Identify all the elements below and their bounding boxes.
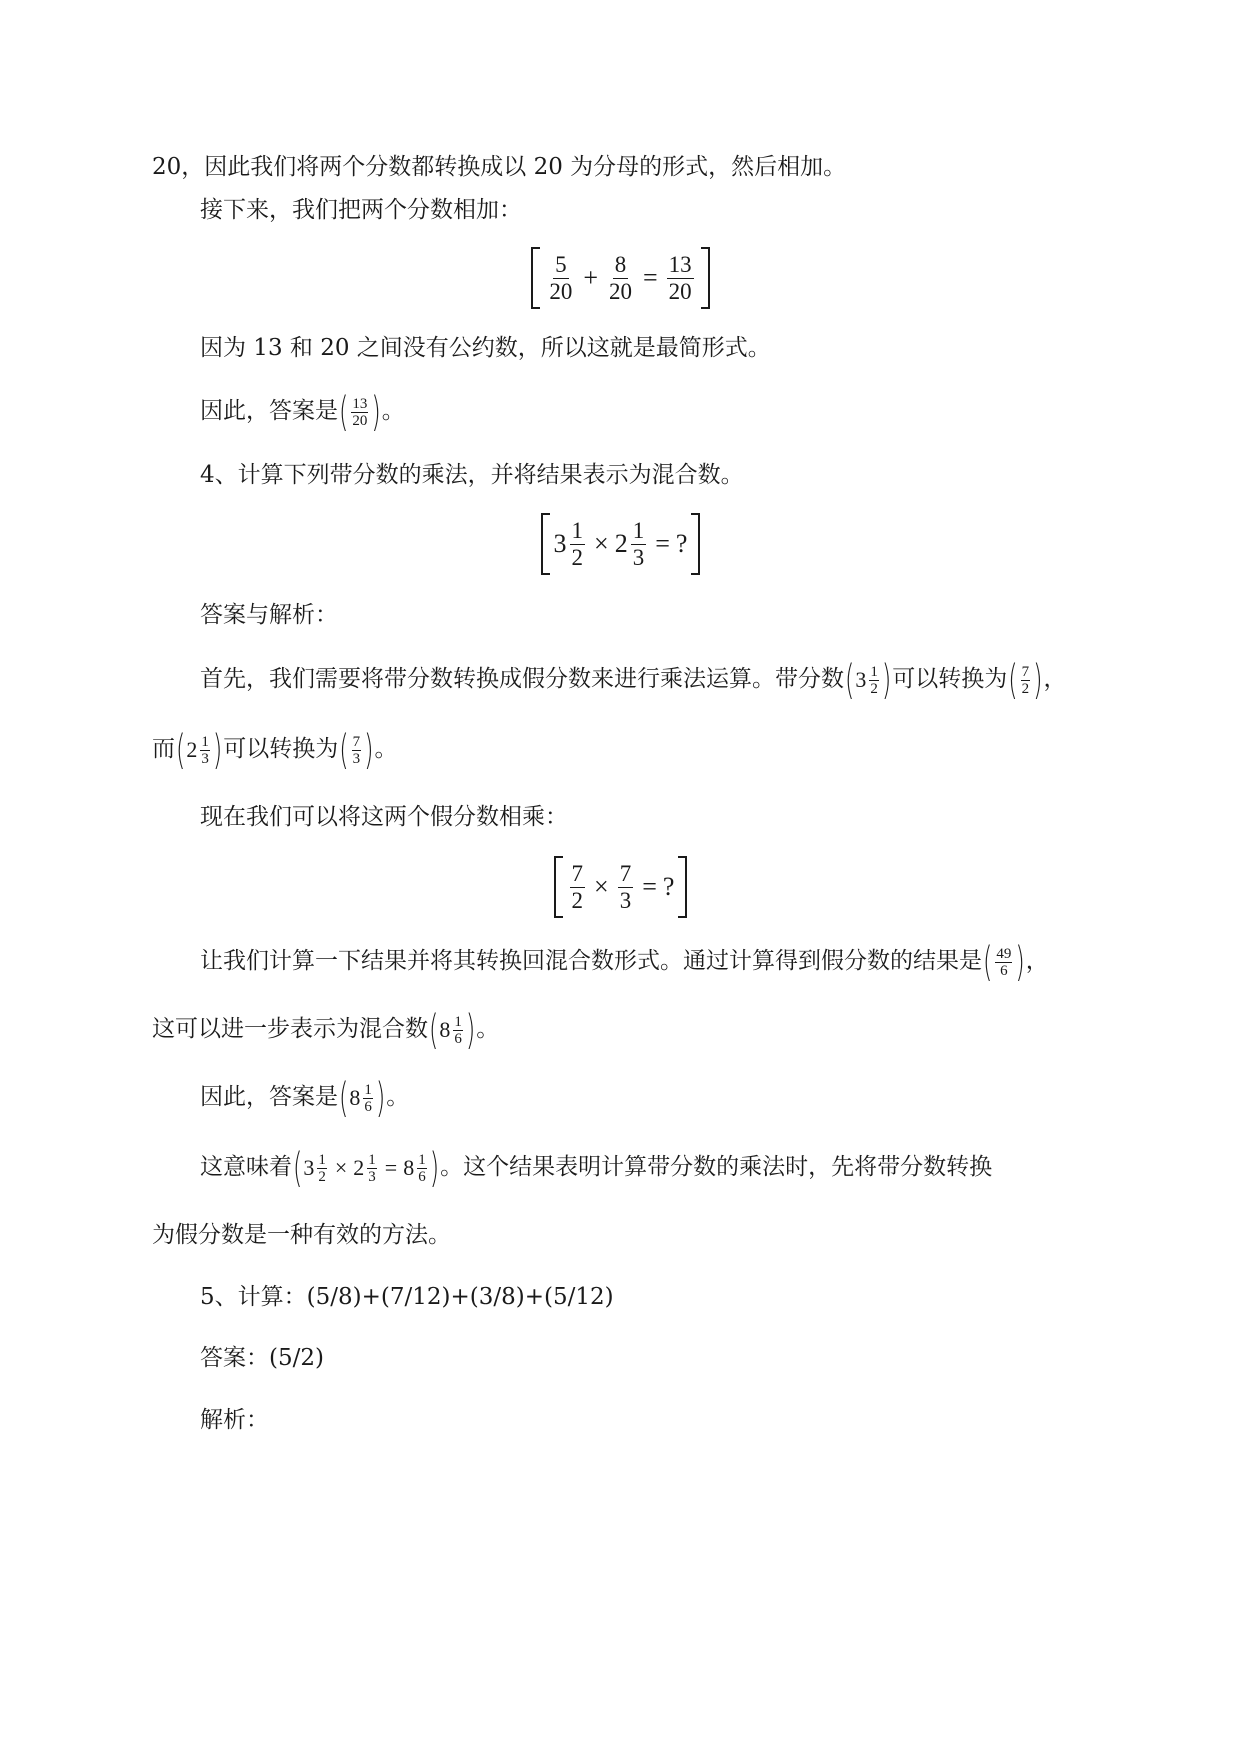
paragraph-line: 现在我们可以将这两个假分数相乘： [200, 804, 568, 830]
left-bracket [541, 513, 550, 575]
equals-sign: = [655, 529, 670, 558]
equals-sign: = [642, 872, 657, 901]
right-bracket [691, 513, 700, 575]
fraction: $\frac{8}{20}$ [609, 251, 632, 304]
inline-fraction: ( $\frac{49}{6}$ ) [983, 938, 1025, 986]
inline-fraction: ( $\frac{7}{3}$ ) [339, 726, 374, 774]
left-bracket [554, 856, 563, 918]
paragraph-line: 为假分数是一种有效的方法。 [152, 1222, 451, 1248]
equation-mixed-product: 3 $\frac{1}{2}$ × 2 $\frac{1}{3}$ = ? [0, 513, 1241, 579]
fraction: $\frac{1}{3}$ [632, 517, 645, 570]
left-bracket [531, 247, 540, 309]
inline-fraction: ( $\frac{13}{20}$ ) [339, 388, 381, 436]
question-heading: 4、计算下列带分数的乘法，并将结果表示为混合数。 [200, 462, 744, 488]
times-sign: × [594, 529, 609, 558]
paragraph-line: 而 ( 2 $\frac{1}{3}$ ) 可以转换为 ( $\frac{7}{3}$ ) 。 [152, 726, 398, 774]
fraction: $\frac{7}{2}$ [571, 860, 584, 913]
paragraph-line: 接下来，我们把两个分数相加： [200, 197, 522, 223]
inline-fraction: ( $\frac{7}{2}$ ) [1008, 656, 1043, 704]
paragraph-line: 这可以进一步表示为混合数 ( 8 $\frac{1}{6}$ ) 。 [152, 1006, 500, 1054]
fraction: $\frac{5}{20}$ [549, 251, 573, 304]
paragraph-line: 首先，我们需要将带分数转换成假分数来进行乘法运算。带分数 ( 3 $\frac{1}{2}$ ) 可以转换为 ( $\frac{7}{2}$ ) ， [200, 656, 1067, 704]
paragraph-line: 让我们计算一下结果并将其转换回混合数形式。通过计算得到假分数的结果是 ( $\frac{49}{6}$ ) ， [200, 938, 1049, 986]
inline-equation: ( 3 $\frac{1}{2}$ × 2 $\frac{1}{3}$ = 8 $\frac{1}{6}$ ) [293, 1144, 440, 1192]
paragraph-line: 答案与解析： [200, 602, 338, 628]
paragraph-line: 因此，答案是 ( $\frac{13}{20}$ ) 。 [200, 388, 405, 436]
inline-mixed-number: ( 8 $\frac{1}{6}$ ) [429, 1006, 476, 1054]
right-bracket [678, 856, 687, 918]
paragraph-line: 这意味着 ( 3 $\frac{1}{2}$ × 2 $\frac{1}{3}$ = 8 $\frac{1}{6}$ ) 。这个结果表明计算带分数的乘法时，先将带分数转换 [200, 1144, 993, 1192]
fraction: $\frac{13}{20}$ [668, 251, 692, 304]
inline-mixed-number: ( 8 $\frac{1}{6}$ ) [339, 1074, 386, 1122]
inline-mixed-number: ( 3 $\frac{1}{2}$ ) [845, 656, 892, 704]
paragraph-line: 解析： [200, 1407, 269, 1433]
equals-sign: = [643, 263, 658, 292]
right-bracket [701, 247, 710, 309]
equation-fraction-sum [0, 247, 1241, 313]
inline-mixed-number: ( 2 $\frac{1}{3}$ ) [176, 726, 223, 774]
paragraph-line: 因为 13 和 20 之间没有公约数，所以这就是最简形式。 [200, 335, 771, 361]
paragraph-line: 20，因此我们将两个分数都转换成以 20 为分母的形式，然后相加。 [152, 154, 847, 180]
question-heading: 5、计算：(5/8)+(7/12)+(3/8)+(5/12) [200, 1284, 614, 1310]
fraction: $\frac{7}{3}$ [619, 860, 632, 913]
paragraph-line: 因此，答案是 ( 8 $\frac{1}{6}$ ) 。 [200, 1074, 410, 1122]
plus-sign: + [583, 263, 598, 292]
times-sign: × [594, 872, 609, 901]
fraction: $\frac{1}{2}$ [571, 517, 584, 570]
equation-improper-product: $\frac{7}{2}$ × $\frac{7}{3}$ = ? [0, 856, 1241, 922]
answer-line: 答案：(5/2) [200, 1345, 324, 1371]
